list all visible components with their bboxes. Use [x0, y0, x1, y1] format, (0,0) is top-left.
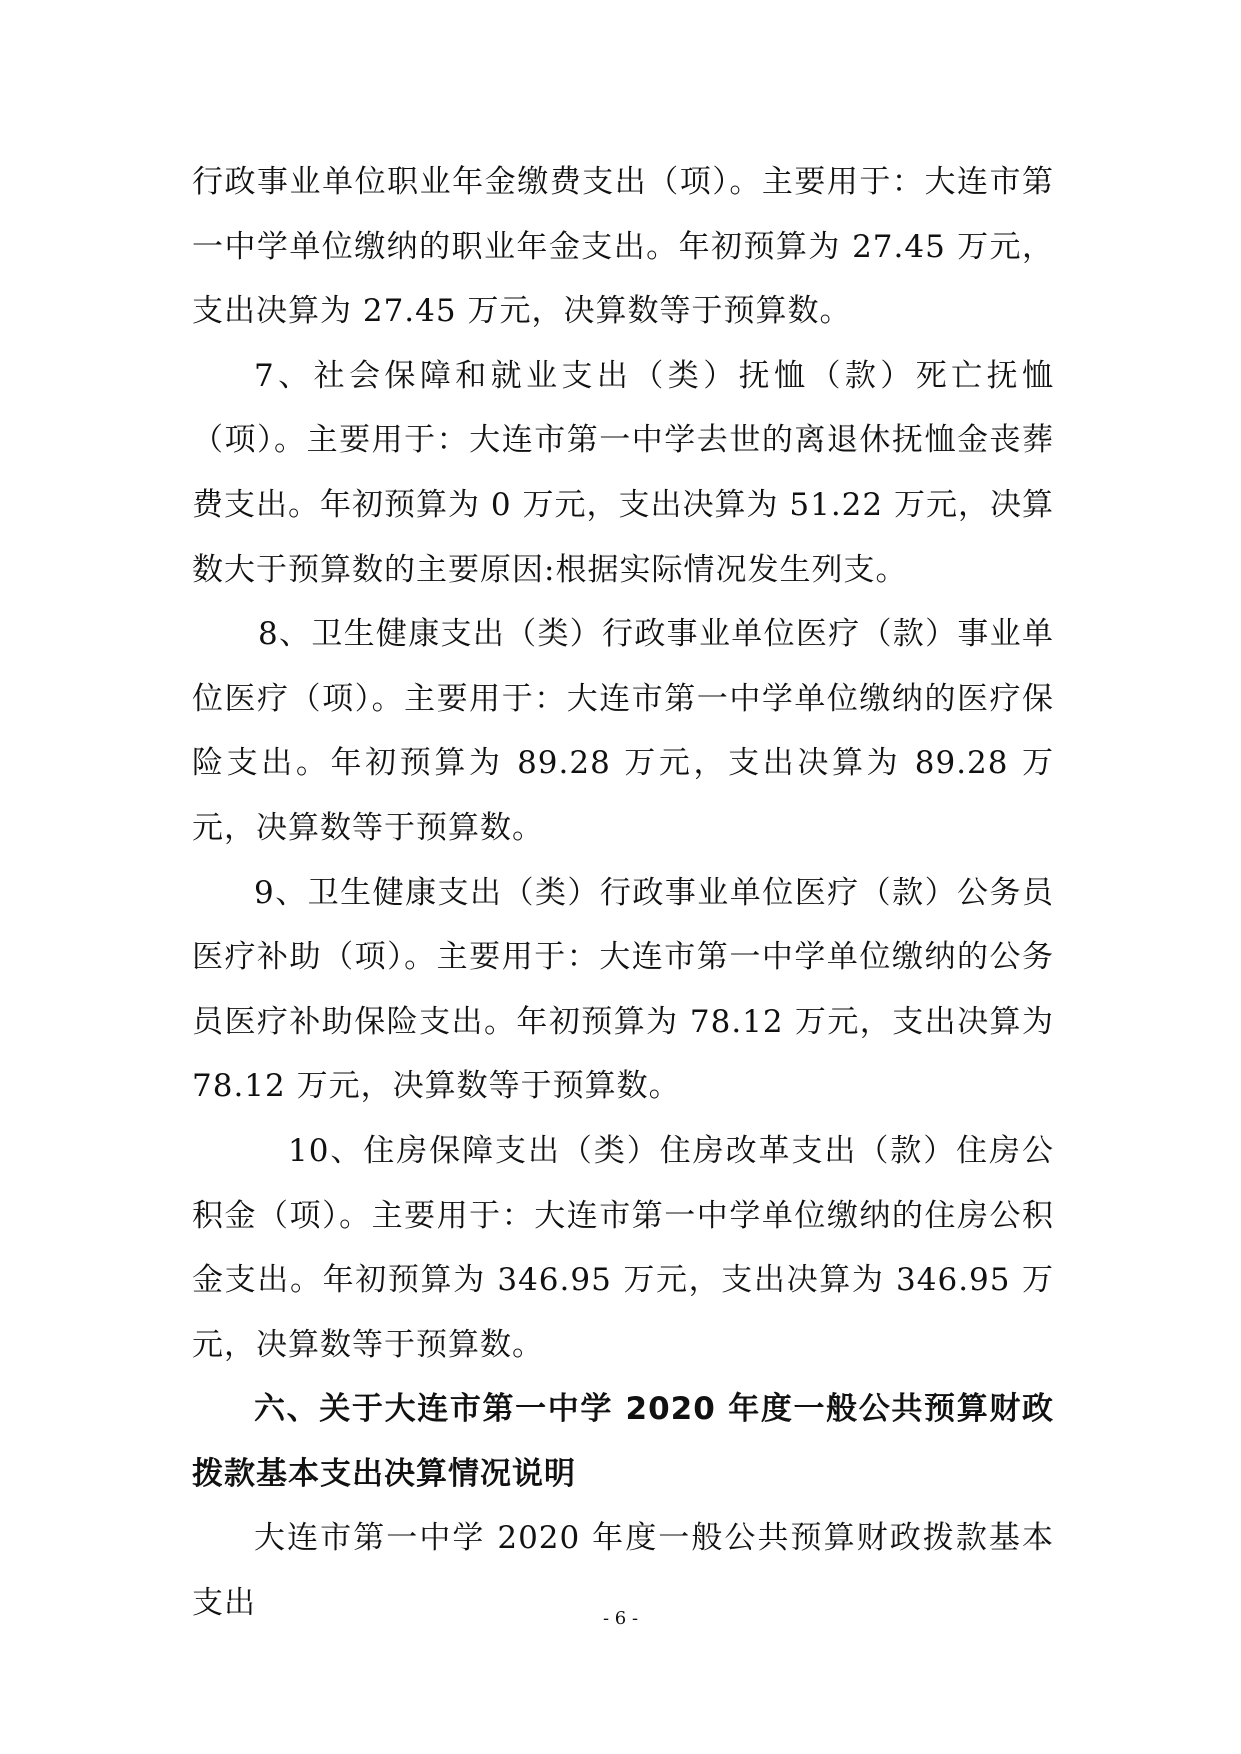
paragraph-item-10-housing-fund: 10、住房保障支出（类）住房改革支出（款）住房公积金（项）。主要用于：大连市第一中学单位缴纳的住房公积金支出。年初预算为 346.95 万元，支出决算为 346.95 万元，决算数等于预算数。 [192, 1132, 1054, 1363]
paragraph-item-7-death-pension: 7、社会保障和就业支出（类）抚恤（款）死亡抚恤（项）。主要用于：大连市第一中学去世的离退休抚恤金丧葬费支出。年初预算为 0 万元，支出决算为 51.22 万元，决算数大于预算数的主要原因:根据实际情况发生列支。 [192, 357, 1054, 588]
paragraph-item-9-civil-servant-medical: 9、卫生健康支出（类）行政事业单位医疗（款）公务员医疗补助（项）。主要用于：大连市第一中学单位缴纳的公务员医疗补助保险支出。年初预算为 78.12 万元，支出决算为 78.12 万元，决算数等于预算数。 [192, 874, 1054, 1105]
paragraph-item-8-medical-institution: 8、卫生健康支出（类）行政事业单位医疗（款）事业单位医疗（项）。主要用于：大连市第一中学单位缴纳的医疗保险支出。年初预算为 89.28 万元，支出决算为 89.28 万元，决算数等于预算数。 [192, 616, 1054, 846]
section-heading: 六、关于大连市第一中学 2020 年度一般公共预算财政拨款基本支出决算情况说明 [192, 1391, 1054, 1492]
page-number: - 6 - [602, 1608, 639, 1629]
document-body [192, 150, 1054, 1636]
paragraph-basic-expenditure: 大连市第一中学 2020 年度一般公共预算财政拨款基本支出 [192, 1520, 1054, 1622]
paragraph-occupational-annuity: 行政事业单位职业年金缴费支出（项）。主要用于：大连市第一中学单位缴纳的职业年金支出。年初预算为 27.45 万元，支出决算为 27.45 万元，决算数等于预算数。 [192, 164, 1054, 330]
